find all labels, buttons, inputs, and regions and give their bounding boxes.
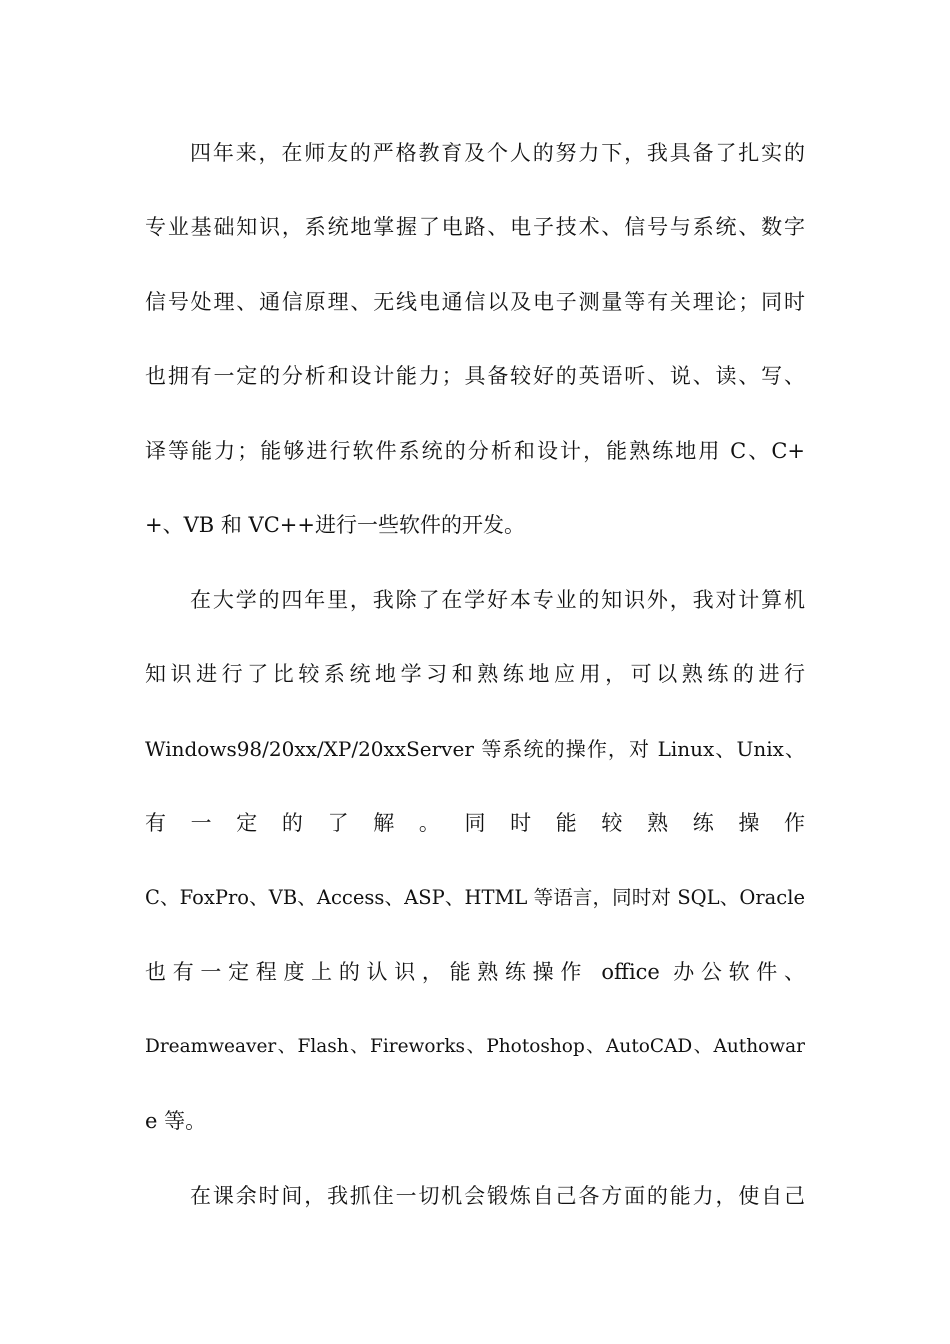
paragraph-2-line-6: 也有一定程度上的认识，能熟练操作 office 办公软件、 [145,960,805,984]
paragraph-1-line-3: 信号处理、通信原理、无线电通信以及电子测量等有关理论；同时 [145,290,805,314]
paragraph-1-line-6: +、VB 和 VC++进行一些软件的开发。 [145,513,525,537]
paragraph-1-line-2: 专业基础知识，系统地掌握了电路、电子技术、信号与系统、数字 [145,215,805,239]
paragraph-1-line-5: 译等能力；能够进行软件系统的分析和设计，能熟练地用 C、C+ [145,439,805,463]
paragraph-1-line-4: 也拥有一定的分析和设计能力；具备较好的英语听、说、读、写、 [145,364,805,388]
paragraph-2-line-1: 在大学的四年里，我除了在学好本专业的知识外，我对计算机 [190,588,805,612]
paragraph-2-line-4: 有 一 定 的 了 解 。 同 时 能 较 熟 练 操 作 [145,811,805,835]
paragraph-2-line-7: Dreamweaver、Flash、Fireworks、Photoshop、AutoCAD、Authowar [145,1036,805,1057]
paragraph-1-line-1: 四年来，在师友的严格教育及个人的努力下，我具备了扎实的 [190,141,805,165]
paragraph-2-line-3: Windows98/20xx/XP/20xxServer 等系统的操作，对 Linux、Unix、 [145,737,805,761]
paragraph-2-line-5: C、FoxPro、VB、Access、ASP、HTML 等语言，同时对 SQL、Oracle [145,886,805,909]
paragraph-3-line-1: 在课余时间，我抓住一切机会锻炼自己各方面的能力，使自己 [190,1184,805,1208]
paragraph-2-line-8: e 等。 [145,1109,207,1133]
paragraph-2-line-2: 知识进行了比较系统地学习和熟练地应用，可以熟练的进行 [145,662,805,686]
